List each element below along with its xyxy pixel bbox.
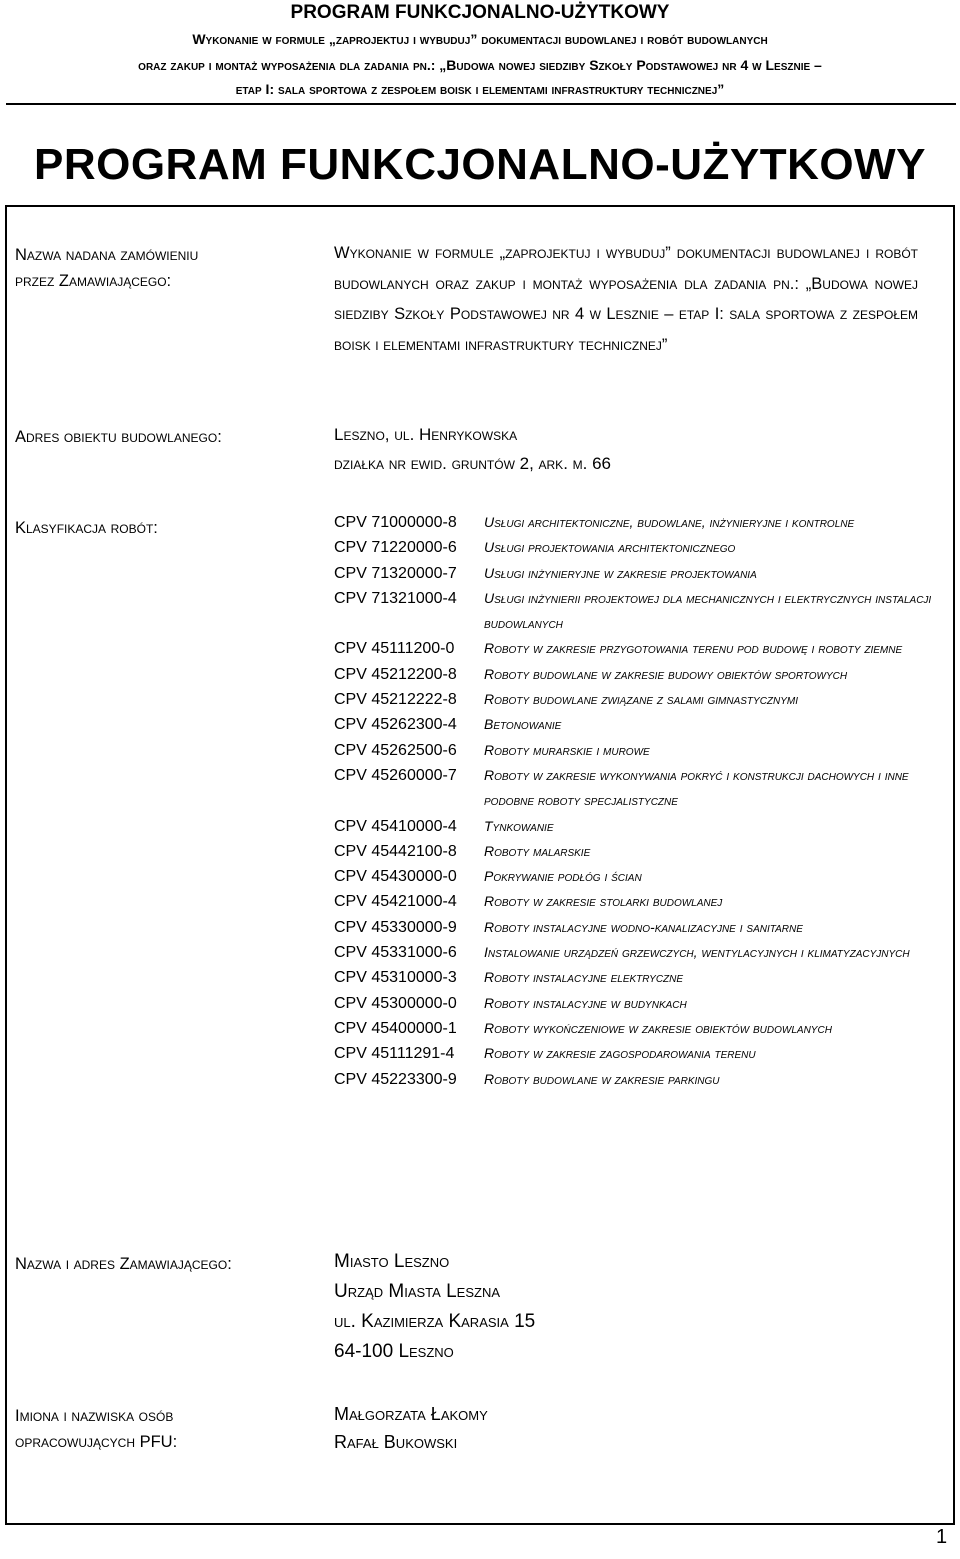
cpv-description: Betonowanie [484,716,562,733]
cpv-description: Roboty murarskie i murowe [484,741,650,758]
cpv-code: CPV 71320000-7 [334,564,457,582]
cpv-description: Roboty wykończeniowe w zakresie obiektów budowlanych [484,1019,832,1036]
author-1: Małgorzata Łakomy [334,1404,488,1424]
order-name-value: Wykonanie w formule „zaprojektuj i wybuduj” dokumentacji budowlanej i robót budowlanych oraz zakup i montaż wyposażenia dla zadania pn.: „Budowa nowej siedziby Szkoły Podstawowej nr 4 w Lesznie – etap I: sala sportowa z zespołem boisk i elementami infrastruktury technicznej” [334,244,918,354]
cpv-row [334,864,944,889]
cpv-row [334,763,944,814]
cpv-code: CPV 45442100-8 [334,842,457,860]
order-name-label [15,242,198,294]
cpv-code: CPV 45262300-4 [334,716,457,734]
cpv-code: CPV 45262500-6 [334,741,457,759]
address-label: Adres obiektu budowlanego: [15,428,222,446]
cpv-row [334,940,944,965]
cpv-code: CPV 71220000-6 [334,539,457,557]
cpv-description: Roboty instalacyjne w budynkach [484,994,687,1011]
cpv-description: Roboty w zakresie stolarki budowlanej [484,893,723,910]
cpv-description: Pokrywanie podłóg i ścian [484,868,642,885]
cpv-code: CPV 45111200-0 [334,640,455,658]
cpv-description: Tynkowanie [484,817,554,834]
client-postcode: 64-100 Leszno [334,1341,454,1362]
cpv-row [334,889,944,914]
cpv-description: Roboty budowlane w zakresie budowy obiektów sportowych [484,665,848,682]
header-title: PROGRAM FUNKCJONALNO-UŻYTKOWY [290,2,670,23]
authors-label-line-2: opracowujących PFU: [15,1433,178,1451]
header-line-3: oraz zakup i montaż wyposażenia dla zadania pn.: „Budowa nowej siedziby Szkoły Podstawowej nr 4 w Lesznie – [138,57,822,73]
cpv-code: CPV 45300000-0 [334,994,457,1012]
cpv-row [334,965,944,990]
cpv-row [334,712,944,737]
cpv-code: CPV 45310000-3 [334,969,457,987]
cpv-description: Roboty malarskie [484,842,591,859]
cpv-row [334,1016,944,1041]
cpv-description: Roboty instalacyjne elektryczne [484,969,684,986]
header-line-4: etap I: sala sportowa z zespołem boisk i elementami infrastruktury technicznej” [235,81,725,97]
cpv-row [334,839,944,864]
cpv-code: CPV 45212222-8 [334,691,457,709]
cpv-row [334,814,944,839]
cpv-code: CPV 45212200-8 [334,665,457,683]
client-name: Miasto Leszno [334,1251,450,1272]
order-name-label-line-1: Nazwa nadana zamówieniu [15,246,199,264]
classification-label: Klasyfikacja robót: [15,519,158,537]
cpv-code: CPV 45330000-9 [334,918,457,936]
authors-label [15,1403,177,1455]
order-name-label-line-2: przez Zamawiającego: [15,272,172,290]
cpv-code: CPV 45223300-9 [334,1070,457,1088]
cpv-row [334,991,944,1016]
cpv-code: CPV 45111291-4 [334,1045,455,1063]
cpv-row [334,586,944,637]
header-line-2: Wykonanie w formule „zaprojektuj i wybuduj” dokumentacji budowlanej i robót budowlanych [192,31,768,47]
cpv-row [334,1041,944,1066]
address-plot: działka nr ewid. gruntów 2, ark. m. 66 [334,454,611,473]
cpv-row [334,915,944,940]
cpv-code: CPV 45400000-1 [334,1019,457,1037]
cpv-row [334,1067,944,1092]
cpv-description: Roboty w zakresie zagospodarowania terenu [484,1045,756,1062]
cpv-code: CPV 71321000-4 [334,589,457,607]
cpv-code: CPV 45410000-4 [334,817,457,835]
cpv-code: CPV 45260000-7 [334,766,457,784]
client-office: Urząd Miasta Leszna [334,1281,501,1302]
cpv-description: Usługi inżynieryjne w zakresie projektowania [484,564,757,581]
client-value [334,1247,535,1367]
cpv-description: Instalowanie urządzeń grzewczych, wentylacyjnych i klimatyzacyjnych [484,944,910,961]
cpv-row [334,738,944,763]
cpv-description: Roboty budowlane w zakresie parkingu [484,1070,720,1087]
cpv-description: Usługi inżynierii projektowej dla mechanicznych i elektrycznych instalacji budowlanych [484,589,932,632]
document-title: PROGRAM FUNKCJONALNO-UŻYTKOWY [33,140,926,189]
page-number: 1 [936,1526,948,1548]
cpv-description: Roboty w zakresie przygotowania terenu pod budowę i roboty ziemne [484,640,903,657]
cpv-row [334,561,944,586]
cpv-row [334,636,944,661]
author-2: Rafał Bukowski [334,1432,458,1452]
cpv-row [334,662,944,687]
cpv-description: Usługi projektowania architektonicznego [484,539,736,556]
cpv-code: CPV 71000000-8 [334,514,457,531]
client-street: ul. Kazimierza Karasia 15 [334,1311,536,1332]
cpv-row [334,510,944,535]
cpv-code: CPV 45331000-6 [334,944,457,962]
client-label: Nazwa i adres Zamawiającego: [15,1255,232,1273]
cpv-code: CPV 45430000-0 [334,868,457,886]
cpv-row [334,535,944,560]
authors-label-line-1: Imiona i nazwiska osób [15,1407,174,1425]
cpv-description: Roboty instalacyjne wodno-kanalizacyjne i sanitarne [484,918,803,935]
cpv-description: Roboty w zakresie wykonywania pokryć i konstrukcji dachowych i inne podobne roboty specjalistyczne [484,766,909,809]
header-divider [6,103,956,105]
cpv-list [334,510,944,1092]
cpv-description: Usługi architektoniczne, budowlane, inżynieryjne i kontrolne [484,514,855,530]
authors-value [334,1400,488,1456]
cpv-code: CPV 45421000-4 [334,893,457,911]
cpv-row [334,687,944,712]
cpv-description: Roboty budowlane związane z salami gimnastycznymi [484,691,799,708]
address-street: Leszno, ul. Henrykowska [334,425,518,444]
address-value [334,420,611,478]
